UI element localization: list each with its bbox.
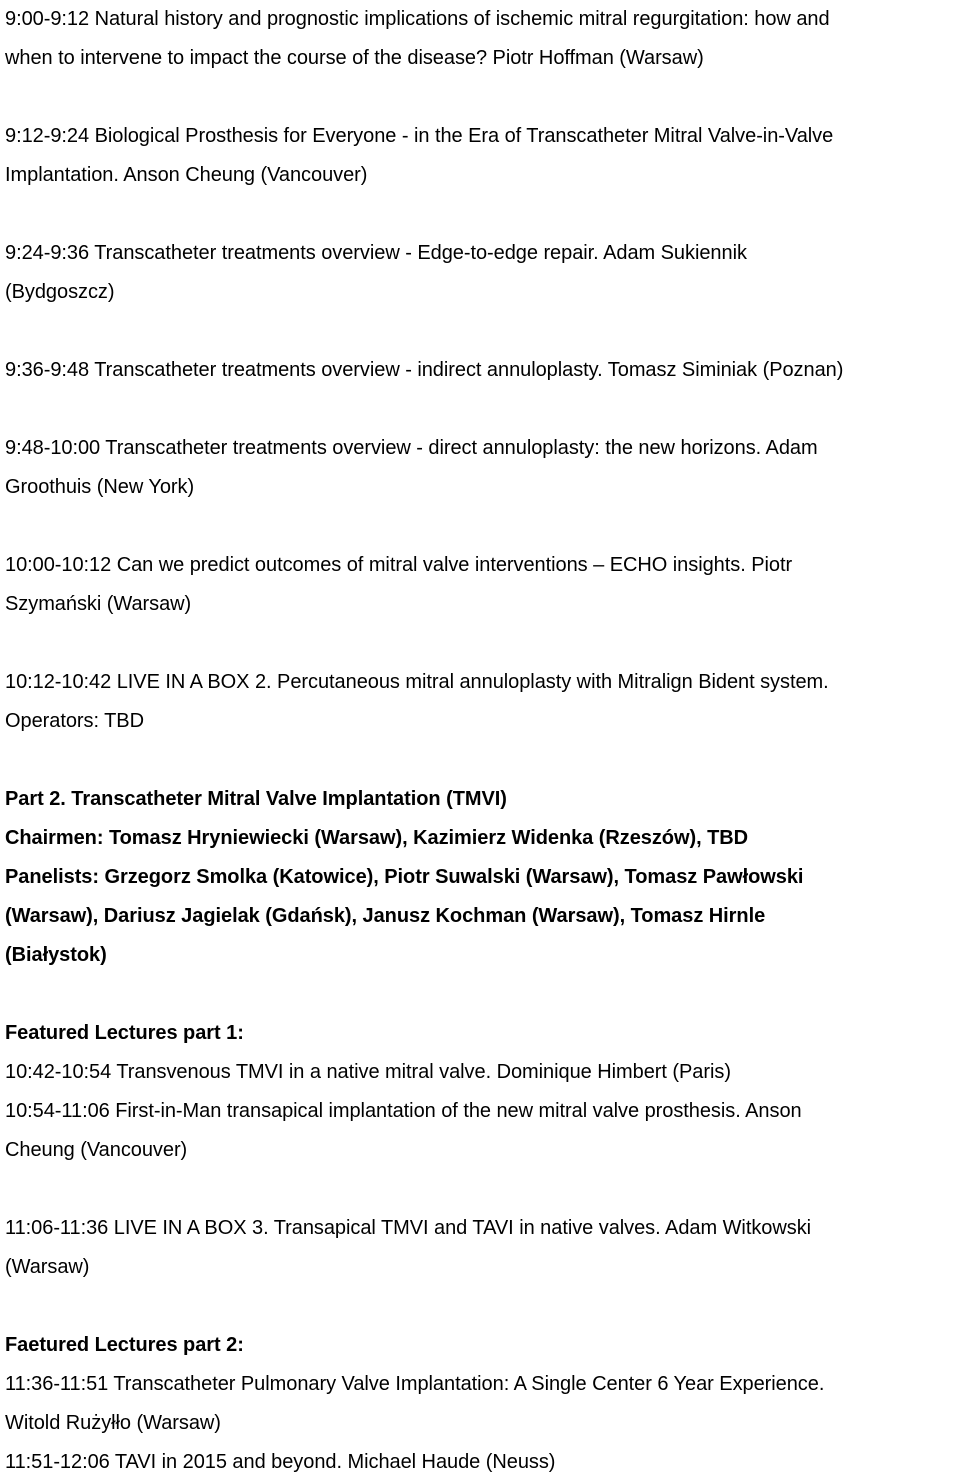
session-line: 9:36-9:48 Transcatheter treatments overview - indirect annuloplasty. Tomasz Siminiak (Poznan) [5, 359, 844, 381]
featured-2-heading: Faetured Lectures part 2: [5, 1334, 244, 1356]
session-item-2 [5, 117, 960, 195]
session-item-1 [5, 0, 960, 78]
session-line: (Bydgoszcz) [5, 281, 115, 303]
session-line: 10:12-10:42 LIVE IN A BOX 2. Percutaneous mitral annuloplasty with Mitralign Bident system. [5, 671, 829, 693]
session-line: Szymański (Warsaw) [5, 593, 192, 615]
featured-1-heading: Featured Lectures part 1: [5, 1022, 244, 1044]
featured-lectures-1 [5, 1014, 960, 1170]
session-line: Implantation. Anson Cheung (Vancouver) [5, 164, 368, 186]
part2-section [5, 780, 960, 975]
featured-lectures-2 [5, 1326, 960, 1482]
session-item-4 [5, 351, 960, 390]
panelists-line: Panelists: Grzegorz Smolka (Katowice), Piotr Suwalski (Warsaw), Tomasz Pawłowski [5, 866, 804, 888]
session-line: (Warsaw) [5, 1256, 90, 1278]
session-item-3 [5, 234, 960, 312]
session-item-6 [5, 546, 960, 624]
session-line: 11:51-12:06 TAVI in 2015 and beyond. Michael Haude (Neuss) [5, 1451, 556, 1473]
session-line: Witold Rużyłło (Warsaw) [5, 1412, 221, 1434]
session-line: Operators: TBD [5, 710, 144, 732]
session-line: 10:42-10:54 Transvenous TMVI in a native mitral valve. Dominique Himbert (Paris) [5, 1061, 731, 1083]
session-line: when to intervene to impact the course of the disease? Piotr Hoffman (Warsaw) [5, 47, 704, 69]
session-line: 11:06-11:36 LIVE IN A BOX 3. Transapical TMVI and TAVI in native valves. Adam Witkowski [5, 1217, 812, 1239]
program-document [5, 0, 960, 1482]
part2-heading: Part 2. Transcatheter Mitral Valve Implantation (TMVI) [5, 788, 507, 810]
session-item-5 [5, 429, 960, 507]
session-line: 9:48-10:00 Transcatheter treatments overview - direct annuloplasty: the new horizons. Adam [5, 437, 818, 459]
session-line: 9:24-9:36 Transcatheter treatments overview - Edge-to-edge repair. Adam Sukiennik [5, 242, 747, 264]
session-line: 9:12-9:24 Biological Prosthesis for Everyone - in the Era of Transcatheter Mitral Valve-in-Valve [5, 125, 834, 147]
session-line: 9:00-9:12 Natural history and prognostic implications of ischemic mitral regurgitation: how and [5, 8, 830, 30]
session-line: Cheung (Vancouver) [5, 1139, 188, 1161]
panelists-line: (Warsaw), Dariusz Jagielak (Gdańsk), Janusz Kochman (Warsaw), Tomasz Hirnle [5, 905, 766, 927]
session-line: 10:54-11:06 First-in-Man transapical implantation of the new mitral valve prosthesis. Anson [5, 1100, 802, 1122]
session-line: 10:00-10:12 Can we predict outcomes of mitral valve interventions – ECHO insights. Piotr [5, 554, 793, 576]
chairmen-line: Chairmen: Tomasz Hryniewiecki (Warsaw), Kazimierz Widenka (Rzeszów), TBD [5, 827, 749, 849]
panelists-line: (Białystok) [5, 944, 107, 966]
live-box-3 [5, 1209, 960, 1287]
session-line: 11:36-11:51 Transcatheter Pulmonary Valve Implantation: A Single Center 6 Year Experience. [5, 1373, 825, 1395]
session-item-7 [5, 663, 960, 741]
session-line: Groothuis (New York) [5, 476, 195, 498]
